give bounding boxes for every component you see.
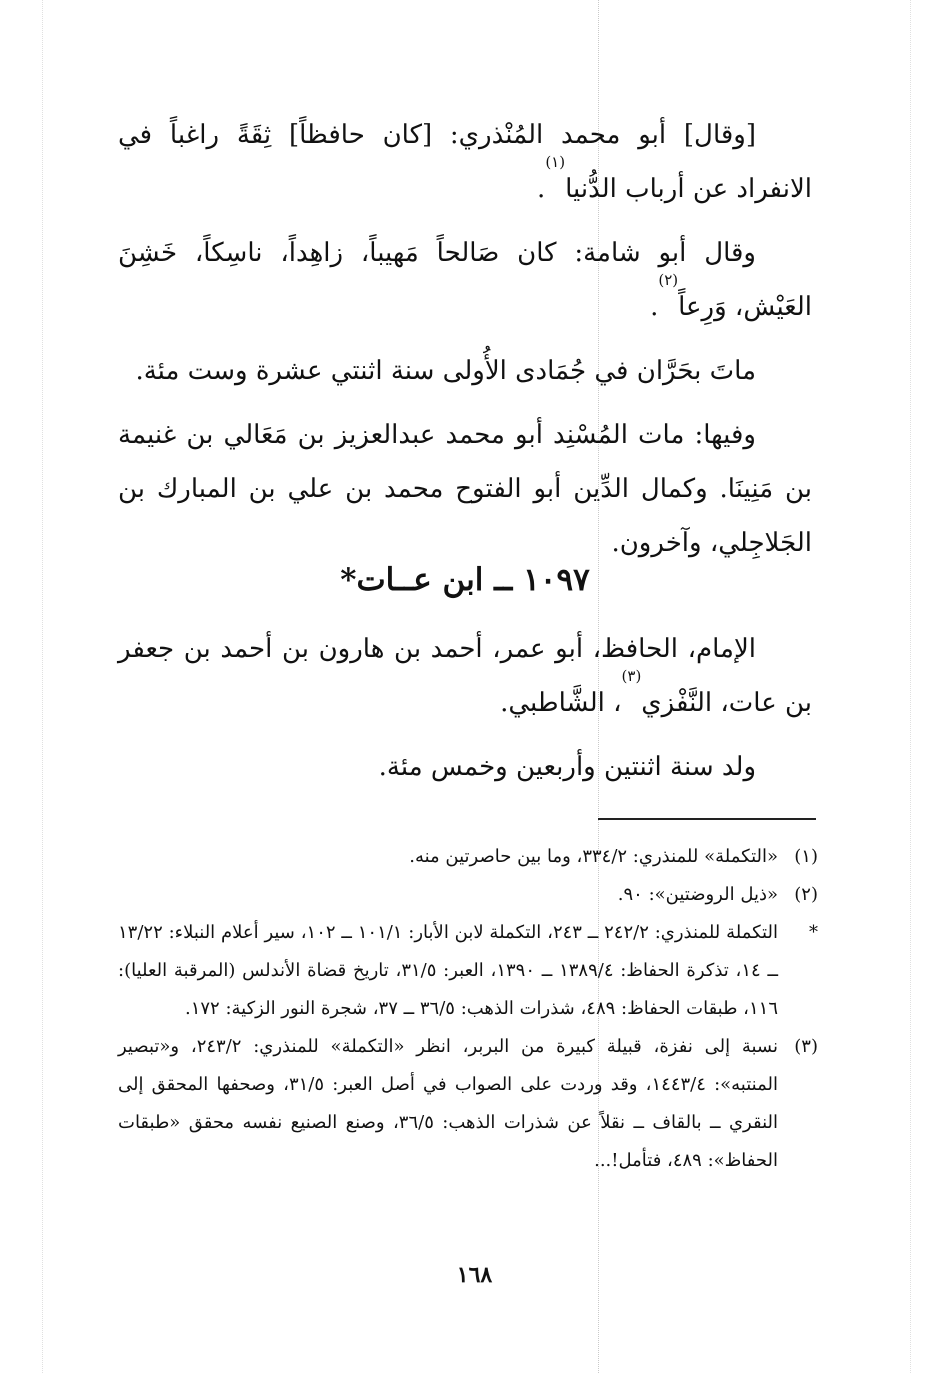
footnote-1 bbox=[118, 838, 818, 876]
footnote-marker: (٢) bbox=[794, 884, 818, 905]
footnote-2 bbox=[118, 876, 818, 914]
footnote-marker: (٣) bbox=[794, 1036, 818, 1057]
footnote-ref-1: (١) bbox=[545, 153, 566, 171]
paragraph-abu-shama bbox=[118, 226, 812, 334]
footnote-sources bbox=[118, 914, 818, 1028]
footnote-ref-2: (٢) bbox=[658, 271, 679, 289]
paragraph-end: ، الشَّاطبي. bbox=[500, 688, 622, 718]
entry-heading: ١٠٩٧ ــ ابن عــات* bbox=[340, 562, 590, 598]
footnote-ref-3: (٣) bbox=[621, 667, 642, 685]
scan-margin-right bbox=[910, 0, 911, 1373]
footnotes bbox=[118, 838, 818, 1180]
entry-text bbox=[118, 622, 812, 804]
footnote-marker: * bbox=[809, 922, 818, 943]
paragraph-same-year: وفيها: مات المُسْنِد أبو محمد عبدالعزيز بن مَعَالي بن غنيمة بن مَنِينَا. وكمال الدِّين أبو الفتوح محمد بن علي بن المبارك بن الجَلاجِلي، وآخرون. bbox=[118, 420, 812, 558]
paragraph-text: الإمام، الحافظ، أبو عمر، أحمد بن هارون بن أحمد بن جعفر بن عات، النَّفْزي bbox=[118, 634, 812, 718]
paragraph-birth: ولد سنة اثنتين وأربعين وخمس مئة. bbox=[378, 752, 756, 782]
footnote-marker: (١) bbox=[794, 846, 818, 867]
paragraph-lineage bbox=[118, 622, 812, 730]
footnote-text: «التكملة» للمنذري: ٣٣٤/٢، وما بين حاصرتين منه. bbox=[409, 846, 778, 867]
page-number: ١٦٨ bbox=[456, 1262, 493, 1288]
paragraph-text: [وقال] أبو محمد المُنْذري: [كان حافظاً] ثِقَةً راغباً في الانفراد عن أرباب الدُّنيا bbox=[118, 120, 812, 204]
footnote-text: «ذيل الروضتين»: ٩٠. bbox=[617, 884, 778, 905]
paragraph-end: . bbox=[537, 174, 546, 204]
paragraph-mundhiri bbox=[118, 108, 812, 216]
footnote-3 bbox=[118, 1028, 818, 1180]
footnote-text: نسبة إلى نفزة، قبيلة كبيرة من البربر، انظر «التكملة» للمنذري: ٢٤٣/٢، و«تبصير المنتبه»: ١٤٤٣/٤، وقد وردت على الصواب في أصل العبر: ٣١/٥، وصحفها المحقق إلى النقري ــ بالقاف ــ نقلاً عن شذرات الذهب: ٣٦/٥، وصنع الصنيع نفسه محقق «طبقات الحفاظ»: ٤٨٩، فتأمل!... bbox=[118, 1036, 779, 1171]
footnote-separator bbox=[598, 818, 816, 820]
scan-margin-left bbox=[42, 0, 43, 1373]
paragraph-text: وقال أبو شامة: كان صَالحاً مَهيباً، زاهِداً، ناسِكاً، خَشِنَ العَيْش، وَرِعاً bbox=[118, 238, 812, 322]
footnote-text: التكملة للمنذري: ٢٤٢/٢ ــ ٢٤٣، التكملة لابن الأبار: ١٠١/١ ــ ١٠٢، سير أعلام النبلاء: ١٣/٢٢ ــ ١٤، تذكرة الحفاظ: ١٣٨٩/٤ ــ ١٣٩٠، العبر: ٣١/٥، تاريخ قضاة الأندلس (المرقبة العليا): ١١٦، طبقات الحفاظ: ٤٨٩، شذرات الذهب: ٣٦/٥ ــ ٣٧، شجرة النور الزكية: ١٧٢. bbox=[118, 922, 779, 1019]
paragraph-end: . bbox=[650, 292, 659, 322]
main-text bbox=[118, 108, 812, 580]
paragraph-death: ماتَ بحَرَّان في جُمَادى الأُولى سنة اثنتي عشرة وست مئة. bbox=[135, 356, 756, 386]
